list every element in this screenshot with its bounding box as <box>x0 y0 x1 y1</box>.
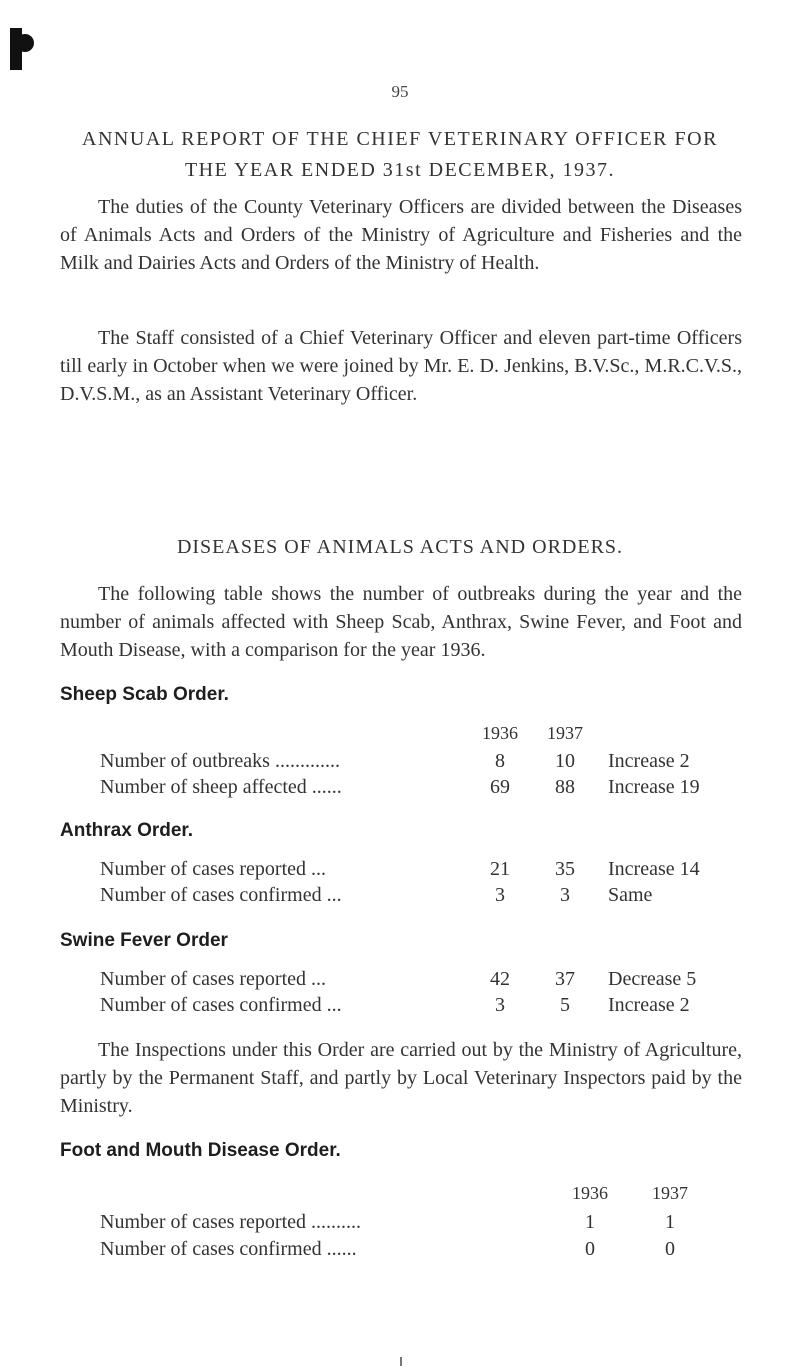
anthrax-heading: Anthrax Order. <box>60 820 194 841</box>
year-1937-header: 1937 <box>652 1183 688 1203</box>
value-1936: 21 <box>490 858 510 880</box>
row-label: Number of cases confirmed ... <box>100 884 342 906</box>
section-heading: DISEASES OF ANIMALS ACTS AND ORDERS. <box>176 536 624 558</box>
binding-mark <box>10 28 22 70</box>
year-1937-header: 1937 <box>547 723 583 743</box>
year-1936-header: 1936 <box>572 1183 608 1203</box>
report-title: ANNUAL REPORT OF THE CHIEF VETERINARY OFFICER FOR THE YEAR ENDED 31st DECEMBER, 1937. <box>82 128 718 181</box>
value-1936: 69 <box>490 776 510 798</box>
value-1937: 37 <box>555 968 575 990</box>
change-value: Increase 19 <box>608 776 700 798</box>
change-value: Decrease 5 <box>608 968 697 990</box>
value-1936: 42 <box>490 968 510 990</box>
table-row <box>0 776 800 802</box>
table-intro-paragraph: The following table shows the number of outbreaks during the year and the number of animals affected with Sheep Scab, Anthrax, Swine Fever, and Foot and Mouth Disease, with a comparison for the year 1936. <box>60 583 742 661</box>
change-value: Same <box>608 884 653 906</box>
value-1936: 0 <box>585 1238 595 1260</box>
change-value: Increase 2 <box>608 994 690 1016</box>
change-value: Increase 14 <box>608 858 700 880</box>
row-label: Number of cases reported ... <box>100 858 327 880</box>
row-label: Number of cases reported ... <box>100 968 327 990</box>
change-value: Increase 2 <box>608 750 690 772</box>
intro-paragraph-staff: The Staff consisted of a Chief Veterinary Officer and eleven part-time Officers till early in October when we were joined by Mr. E. D. Jenkins, B.V.Sc., M.R.C.V.S., D.V.S.M., as an Assistant Veterinary Officer. <box>60 327 742 405</box>
table-row <box>0 884 800 910</box>
value-1936: 3 <box>495 884 505 906</box>
row-label: Number of cases reported .......... <box>100 1211 362 1233</box>
inspections-paragraph: The Inspections under this Order are carried out by the Ministry of Agriculture, partly by the Permanent Staff, and partly by Local Veterinary Inspectors paid by the Ministry. <box>60 1039 742 1117</box>
table-row <box>0 750 800 776</box>
year-1936-header: 1936 <box>482 723 518 743</box>
value-1936: 3 <box>495 994 505 1016</box>
value-1936: 8 <box>495 750 505 772</box>
value-1937: 0 <box>665 1238 675 1260</box>
year-header-row <box>0 723 800 749</box>
value-1937: 3 <box>560 884 570 906</box>
table-row <box>0 858 800 884</box>
table-row <box>0 1211 800 1237</box>
sheep-scab-heading: Sheep Scab Order. <box>60 684 229 705</box>
value-1937: 88 <box>555 776 575 798</box>
row-label: Number of cases confirmed ...... <box>100 1238 357 1260</box>
row-label: Number of outbreaks ............. <box>100 750 340 772</box>
foot-and-mouth-heading: Foot and Mouth Disease Order. <box>60 1140 341 1161</box>
table-row <box>0 994 800 1020</box>
row-label: Number of cases confirmed ... <box>100 994 342 1016</box>
value-1937: 5 <box>560 994 570 1016</box>
value-1936: 1 <box>585 1211 595 1233</box>
table-row <box>0 1238 800 1264</box>
table-row <box>0 968 800 994</box>
value-1937: 10 <box>555 750 575 772</box>
value-1937: 35 <box>555 858 575 880</box>
print-mark <box>400 1357 402 1366</box>
swine-fever-heading: Swine Fever Order <box>60 930 228 951</box>
year-header-row <box>0 1183 800 1209</box>
intro-paragraph-duties: The duties of the County Veterinary Officers are divided between the Diseases of Animals Acts and Orders of the Ministry of Agriculture and Fisheries and the Milk and Dairies Acts and Orders of the Ministry of Health. <box>60 196 742 274</box>
value-1937: 1 <box>665 1211 675 1233</box>
page-number: 95 <box>391 82 409 101</box>
row-label: Number of sheep affected ...... <box>100 776 342 798</box>
